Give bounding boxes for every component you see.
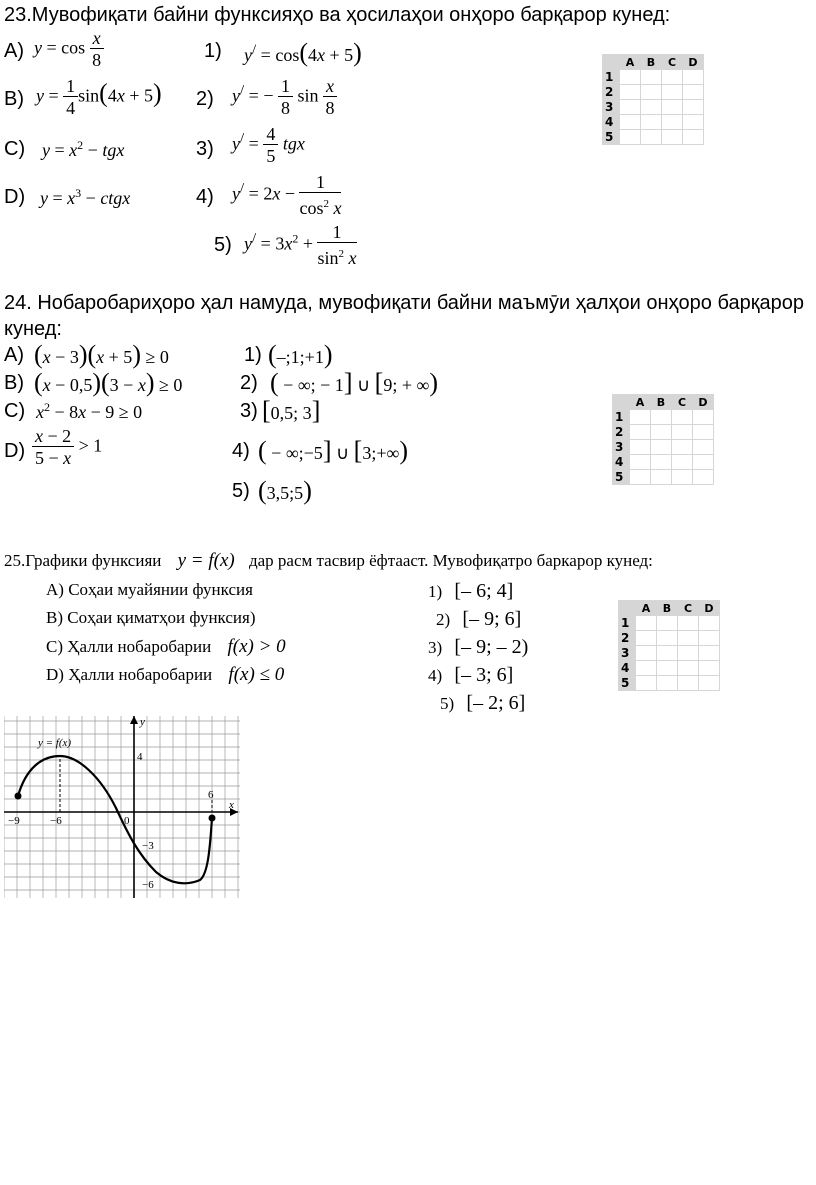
row-2: 2 xyxy=(619,631,636,646)
q23-right-1-label: 1) xyxy=(204,40,222,62)
answer-cell[interactable] xyxy=(699,646,720,661)
q23-left-a-expr: y = cos $\frac{x}{8}$ xyxy=(34,28,104,71)
q25-right-2-expr: [– 9; 6] xyxy=(462,608,522,630)
answer-cell[interactable] xyxy=(699,631,720,646)
answer-cell[interactable] xyxy=(693,410,714,425)
q24-title-line2: кунед: xyxy=(4,318,62,340)
q25-right-3-expr: [– 9; – 2) xyxy=(454,636,529,658)
q23-left-d-label: D) xyxy=(4,186,26,208)
answer-cell[interactable] xyxy=(683,85,704,100)
q23-left-d-expr: $y = x^3$ − ctgx xyxy=(40,186,131,208)
answer-cell[interactable] xyxy=(657,646,678,661)
q25-left-c-label: C) Ҳалли нобаробарии xyxy=(46,637,212,656)
tick-y-4: 4 xyxy=(137,751,143,763)
q24-answer-table xyxy=(612,394,714,485)
answer-cell[interactable] xyxy=(693,455,714,470)
curve-endpoint-left xyxy=(15,793,22,800)
col-b: B xyxy=(641,55,662,70)
q23-right-4-expr: y/ = 2x − $\frac{1}{\cos^2 x}$ xyxy=(232,172,342,218)
x-axis-label: x xyxy=(229,799,234,811)
answer-cell[interactable] xyxy=(693,425,714,440)
answer-cell[interactable] xyxy=(678,646,699,661)
q24-left-b-expr: (x − 0,5)(3 − x) ≥ 0 xyxy=(34,368,183,397)
q25-title-func: y = f(x) xyxy=(177,550,235,571)
row-4: 4 xyxy=(603,115,620,130)
q25-right-3 xyxy=(428,636,528,659)
answer-cell[interactable] xyxy=(641,130,662,145)
col-b: B xyxy=(657,601,678,616)
answer-cell[interactable] xyxy=(662,85,683,100)
row-5: 5 xyxy=(613,470,630,485)
answer-cell[interactable] xyxy=(683,100,704,115)
q23-title: 23.Мувофиқати байни функсияҳо ва ҳосилаҳои онҳоро барқарор кунед: xyxy=(4,4,671,26)
q23-right-1-expr: y/ = cos(4x + 5) xyxy=(244,38,362,67)
q25-title-post: дар расм тасвир ёфтааст. Мувофиқатро баркарор кунед: xyxy=(248,551,653,570)
answer-cell[interactable] xyxy=(641,85,662,100)
col-a: A xyxy=(630,395,651,410)
q24-left-c-label: C) xyxy=(4,400,26,422)
q25-right-3-label: 3) xyxy=(428,638,443,657)
row-2: 2 xyxy=(613,425,630,440)
row-1: 1 xyxy=(603,70,620,85)
graph-func-label: y = f(x) xyxy=(38,737,72,749)
q24-left-b-label: B) xyxy=(4,372,24,394)
col-d: D xyxy=(699,601,720,616)
answer-cell[interactable] xyxy=(636,646,657,661)
col-b: B xyxy=(651,395,672,410)
answer-cell[interactable] xyxy=(672,425,693,440)
q25-right-5 xyxy=(440,692,525,715)
row-3: 3 xyxy=(603,100,620,115)
answer-cell[interactable] xyxy=(651,440,672,455)
q24-right-4-label: 4) xyxy=(232,440,250,462)
answer-cell[interactable] xyxy=(636,616,657,631)
q25-left-d xyxy=(46,664,284,686)
q25-left-b: B) Соҳаи қиматҳои функсия) xyxy=(46,608,256,627)
row-5: 5 xyxy=(603,130,620,145)
q24-right-2-label: 2) xyxy=(240,372,258,394)
q24-right-2-expr: ( − ∞; − 1] ∪ [9; + ∞) xyxy=(270,368,438,397)
row-2: 2 xyxy=(603,85,620,100)
answer-cell[interactable] xyxy=(620,130,641,145)
tick-y-neg6: −6 xyxy=(142,879,154,891)
row-1: 1 xyxy=(619,616,636,631)
answer-cell[interactable] xyxy=(693,440,714,455)
q24-right-1-label: 1) xyxy=(244,344,262,366)
answer-cell[interactable] xyxy=(657,676,678,691)
col-d: D xyxy=(683,55,704,70)
q23-right-2-expr: y/ = − $\frac{1}{8}$ sin $\frac{x}{8}$ xyxy=(232,76,337,119)
q23-answer-table xyxy=(602,54,704,145)
answer-cell[interactable] xyxy=(662,115,683,130)
answer-cell[interactable] xyxy=(683,115,704,130)
q25-right-4-label: 4) xyxy=(428,666,443,685)
answer-cell[interactable] xyxy=(630,470,651,485)
q25-title-pre: 25.Графики функсияи xyxy=(4,551,162,570)
q25-left-c xyxy=(46,636,286,658)
q24-right-3-label: 3) xyxy=(240,400,258,422)
answer-cell[interactable] xyxy=(662,70,683,85)
answer-cell[interactable] xyxy=(620,70,641,85)
q25-answer-table xyxy=(618,600,720,691)
function-graph xyxy=(4,716,240,898)
col-c: C xyxy=(678,601,699,616)
q25-right-4-expr: [– 3; 6] xyxy=(454,664,514,686)
q25-left-d-expr: f(x) ≤ 0 xyxy=(228,664,285,685)
col-c: C xyxy=(662,55,683,70)
answer-cell[interactable] xyxy=(672,455,693,470)
answer-cell[interactable] xyxy=(678,676,699,691)
q25-right-5-expr: [– 2; 6] xyxy=(466,692,526,714)
q25-right-1 xyxy=(428,580,513,603)
answer-cell[interactable] xyxy=(641,100,662,115)
q23-left-c-expr: $y = x^2$ − tgx xyxy=(42,138,125,160)
answer-cell[interactable] xyxy=(657,631,678,646)
q24-right-4-expr: ( − ∞;−5] ∪ [3;+∞) xyxy=(258,436,408,465)
q25-right-5-label: 5) xyxy=(440,694,455,713)
answer-cell[interactable] xyxy=(620,115,641,130)
answer-cell[interactable] xyxy=(636,631,657,646)
answer-cell[interactable] xyxy=(630,410,651,425)
q23-left-a-label: A) xyxy=(4,40,24,62)
answer-cell[interactable] xyxy=(636,661,657,676)
answer-cell[interactable] xyxy=(662,130,683,145)
q24-title-line1: 24. Нобаробариҳоро ҳал намуда, мувофиқати байни маъмӯи ҳалҳои онҳоро барқарор xyxy=(4,292,804,314)
q23-left-b-label: B) xyxy=(4,88,24,110)
col-a: A xyxy=(636,601,657,616)
tick-y-neg3: −3 xyxy=(142,840,154,852)
answer-cell[interactable] xyxy=(651,470,672,485)
q25-right-4 xyxy=(428,664,513,687)
answer-cell[interactable] xyxy=(630,425,651,440)
answer-cell[interactable] xyxy=(693,470,714,485)
row-3: 3 xyxy=(619,646,636,661)
answer-cell[interactable] xyxy=(699,676,720,691)
q25-title xyxy=(4,550,653,572)
q23-left-b-expr: y = $\frac{1}{4}$ sin(4x + 5) xyxy=(36,76,162,118)
q24-left-a-label: A) xyxy=(4,344,24,366)
answer-cell[interactable] xyxy=(651,425,672,440)
col-d: D xyxy=(693,395,714,410)
row-4: 4 xyxy=(619,661,636,676)
col-c: C xyxy=(672,395,693,410)
row-1: 1 xyxy=(613,410,630,425)
answer-cell[interactable] xyxy=(672,470,693,485)
q23-right-4-label: 4) xyxy=(196,186,214,208)
q24-right-5-expr: (3,5;5) xyxy=(258,476,312,505)
q24-left-c-expr: $x^2 - 8x - 9 \ge 0$ xyxy=(36,400,143,422)
tick-x-neg6: −6 xyxy=(50,815,62,827)
q25-right-2-label: 2) xyxy=(436,610,451,629)
y-axis-label: y xyxy=(140,716,145,728)
q23-left-c-label: C) xyxy=(4,138,26,160)
q24-left-d-expr: $\frac{x - 2}{5 - x}$ > 1 xyxy=(32,426,102,469)
q25-right-2 xyxy=(436,608,521,631)
q23-right-3-expr: y/ = $\frac{4}{5}$ tgx xyxy=(232,124,305,166)
answer-cell[interactable] xyxy=(651,410,672,425)
answer-cell[interactable] xyxy=(657,616,678,631)
answer-cell[interactable] xyxy=(630,455,651,470)
answer-cell[interactable] xyxy=(651,455,672,470)
answer-cell[interactable] xyxy=(620,85,641,100)
answer-cell[interactable] xyxy=(683,70,704,85)
answer-cell[interactable] xyxy=(678,616,699,631)
answer-cell[interactable] xyxy=(678,631,699,646)
y-axis-arrow-icon xyxy=(130,716,138,724)
answer-cell[interactable] xyxy=(672,440,693,455)
row-4: 4 xyxy=(613,455,630,470)
q24-left-d-label: D) xyxy=(4,440,26,462)
answer-cell[interactable] xyxy=(641,70,662,85)
q25-left-d-label: D) Ҳалли нобаробарии xyxy=(46,665,213,684)
q24-left-a-expr: (x − 3)(x + 5) ≥ 0 xyxy=(34,340,169,369)
tick-x-6: 6 xyxy=(208,789,214,801)
q23-right-3-label: 3) xyxy=(196,138,214,160)
answer-cell[interactable] xyxy=(678,661,699,676)
q24-right-5-label: 5) xyxy=(232,480,250,502)
answer-cell[interactable] xyxy=(641,115,662,130)
answer-cell[interactable] xyxy=(662,100,683,115)
q25-right-1-expr: [– 6; 4] xyxy=(454,580,514,602)
q23-right-5-label: 5) xyxy=(214,234,232,256)
q23-right-5-expr: $y^/ = 3x^2$ + $\frac{1}{\sin^2 x}$ xyxy=(244,222,357,268)
row-5: 5 xyxy=(619,676,636,691)
q25-left-a: A) Соҳаи муайянии функсия xyxy=(46,580,253,599)
q25-left-c-expr: f(x) > 0 xyxy=(227,636,286,657)
q24-right-1-expr: (–;1;+1) xyxy=(268,340,333,369)
curve-endpoint-right xyxy=(209,815,216,822)
row-3: 3 xyxy=(613,440,630,455)
answer-cell[interactable] xyxy=(699,616,720,631)
tick-x-0: 0 xyxy=(124,815,130,827)
answer-cell[interactable] xyxy=(630,440,651,455)
col-a: A xyxy=(620,55,641,70)
tick-x-neg9: −9 xyxy=(8,815,20,827)
q25-right-1-label: 1) xyxy=(428,582,443,601)
answer-cell[interactable] xyxy=(657,661,678,676)
q23-right-2-label: 2) xyxy=(196,88,214,110)
answer-cell[interactable] xyxy=(683,130,704,145)
answer-cell[interactable] xyxy=(672,410,693,425)
answer-cell[interactable] xyxy=(636,676,657,691)
q24-right-3-expr: [0,5; 3] xyxy=(262,396,321,425)
answer-cell[interactable] xyxy=(620,100,641,115)
answer-cell[interactable] xyxy=(699,661,720,676)
